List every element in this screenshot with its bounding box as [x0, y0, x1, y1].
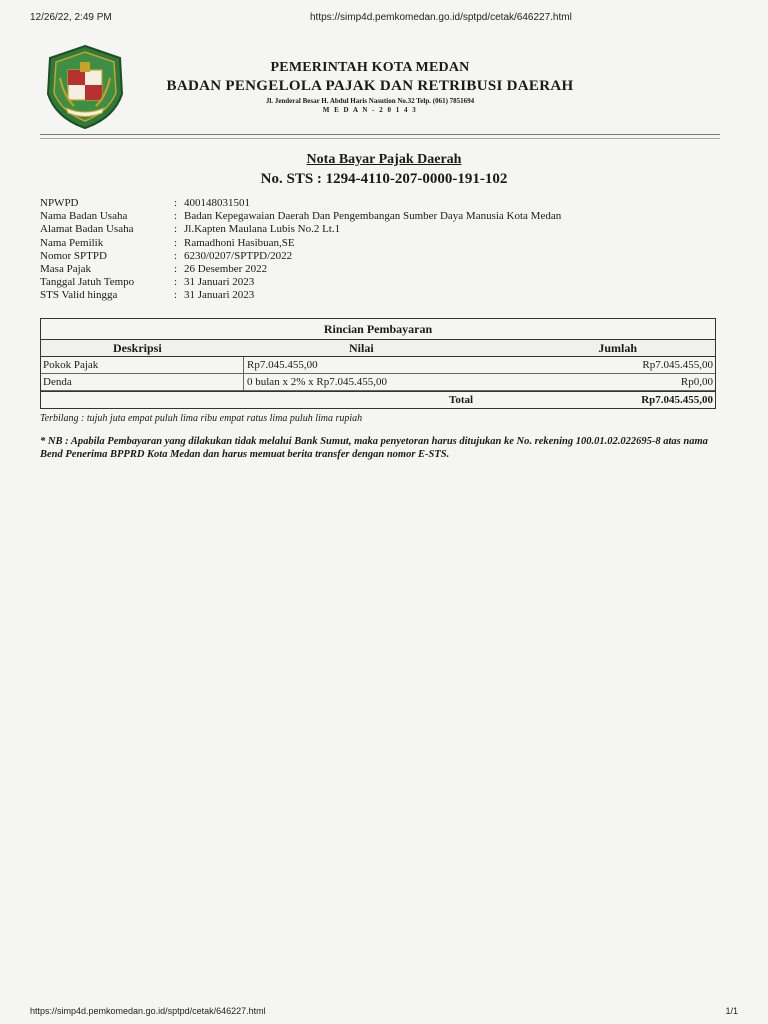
info-separator: :	[174, 276, 178, 289]
row-jumlah: Rp0,00	[680, 376, 713, 388]
header-nilai: Nilai	[349, 341, 374, 355]
footer-url: https://simp4d.pemkomedan.go.id/sptpd/cetak/646227.html	[30, 1006, 266, 1016]
info-value: 31 Januari 2023	[184, 276, 255, 289]
sts-number: No. STS : 1294-4110-207-0000-191-102	[260, 171, 508, 187]
info-row	[40, 289, 561, 302]
info-row	[40, 263, 561, 276]
info-label: Nama Badan Usaha	[40, 210, 128, 223]
info-label: Alamat Badan Usaha	[40, 223, 134, 236]
info-row	[40, 210, 561, 223]
payment-details-table	[40, 318, 716, 409]
info-row	[40, 276, 561, 289]
document-title	[0, 152, 768, 188]
info-row	[40, 237, 561, 250]
print-url: https://simp4d.pemkomedan.go.id/sptpd/cetak/646227.html	[310, 12, 572, 23]
agency-address: Jl. Jenderal Besar H. Abdul Haris Nasution No.32 Telp. (061) 7851694	[265, 97, 475, 105]
info-separator: :	[174, 289, 178, 302]
info-label: STS Valid hingga	[40, 289, 118, 302]
info-value: Jl.Kapten Maulana Lubis No.2 Lt.1	[184, 223, 341, 236]
row-nilai: 0 bulan x 2% x Rp7.045.455,00	[247, 376, 387, 388]
info-label: Nama Pemilik	[40, 236, 104, 249]
row-desc: Pokok Pajak	[43, 359, 99, 371]
taxpayer-info	[40, 197, 561, 303]
info-row	[40, 250, 561, 263]
info-label: Nomor SPTPD	[40, 249, 107, 262]
table-total-row	[41, 391, 715, 408]
info-value: Ramadhoni Hasibuan,SE	[184, 236, 295, 249]
table-header-row	[41, 340, 715, 357]
info-row	[40, 197, 561, 210]
info-label: NPWPD	[40, 197, 79, 209]
page-number: 1/1	[725, 1006, 738, 1016]
table-caption: Rincian Pembayaran	[41, 319, 715, 340]
agency-name: BADAN PENGELOLA PAJAK DAN RETRIBUSI DAERAH	[166, 78, 574, 94]
info-label: Tanggal Jatuh Tempo	[40, 276, 135, 289]
info-separator: :	[174, 236, 178, 249]
info-separator: :	[174, 223, 178, 236]
total-label: Total	[449, 394, 474, 406]
info-separator: :	[174, 249, 178, 262]
government-name: PEMERINTAH KOTA MEDAN	[270, 60, 470, 75]
print-datetime: 12/26/22, 2:49 PM	[30, 12, 112, 23]
header-deskripsi: Deskripsi	[113, 341, 162, 355]
info-separator: :	[174, 197, 178, 209]
info-separator: :	[174, 262, 178, 275]
amount-in-words: Terbilang : tujuh juta empat puluh lima ribu empat ratus lima puluh lima rupiah	[40, 413, 363, 424]
info-value: 6230/0207/SPTPD/2022	[184, 249, 293, 262]
letterhead-divider-thin	[40, 138, 720, 139]
row-nilai: Rp7.045.455,00	[247, 359, 318, 371]
letterhead-divider	[40, 134, 720, 135]
document-title-main: Nota Bayar Pajak Daerah	[306, 152, 462, 167]
row-desc: Denda	[43, 376, 72, 388]
agency-city: M E D A N - 2 0 1 4 3	[322, 106, 418, 114]
row-jumlah: Rp7.045.455,00	[642, 359, 713, 371]
info-row	[40, 223, 561, 236]
header-jumlah: Jumlah	[598, 341, 637, 355]
letterhead	[130, 60, 610, 114]
column-divider	[243, 357, 244, 373]
info-label: Masa Pajak	[40, 262, 92, 275]
table-row	[41, 357, 715, 374]
info-separator: :	[174, 210, 178, 223]
info-value: 400148031501	[184, 197, 250, 209]
column-divider	[243, 374, 244, 390]
city-emblem-logo	[44, 44, 126, 130]
total-value: Rp7.045.455,00	[641, 394, 713, 406]
payment-note: * NB : Apabila Pembayaran yang dilakukan tidak melalui Bank Sumut, maka penyetoran harus ditujukan ke No. rekening 100.01.02.022695-8 atas nama Bend Penerima BPPRD Kota Medan dan harus memuat berita transfer dengan nomor E-STS.	[40, 436, 708, 460]
table-row	[41, 374, 715, 391]
info-value: 26 Desember 2022	[184, 262, 268, 275]
info-value: Badan Kepegawaian Daerah Dan Pengembangan Sumber Daya Manusia Kota Medan	[184, 210, 562, 223]
info-value: 31 Januari 2023	[184, 289, 255, 302]
